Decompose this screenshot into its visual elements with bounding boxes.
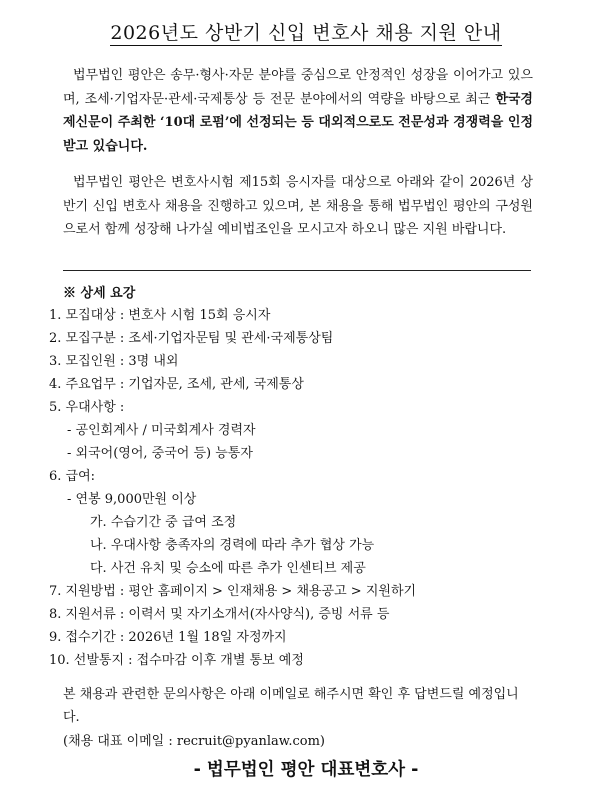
detail-item-salary: 6. 급여: — [49, 469, 96, 484]
section-divider — [63, 270, 531, 271]
intro-paragraph-1 — [63, 64, 533, 158]
detail-item-division: 2. 모집구분 : 조세·기업자문팀 및 관세·국제통상팀 — [49, 331, 334, 346]
intro-paragraph-2 — [63, 171, 533, 242]
document-title-text: 2026년도 상반기 신입 변호사 채용 지원 안내 — [110, 22, 502, 44]
signature-line: - 법무법인 평안 대표변호사 - — [193, 760, 419, 780]
details-heading: ※ 상세 요강 — [63, 286, 136, 301]
preference-language: - 외국어(영어, 중국어 등) 능통자 — [67, 446, 253, 461]
salary-annual: - 연봉 9,000만원 이상 — [67, 492, 197, 507]
inquiry-text-body: 본 채용과 관련한 문의사항은 아래 이메일로 해주시면 확인 후 답변드릴 예정입니다. — [63, 687, 519, 725]
detail-item-target: 1. 모집대상 : 변호사 시험 15회 응시자 — [49, 308, 271, 323]
intro-paragraph-2-text: 법무법인 평안은 변호사시험 제15회 응시자를 대상으로 아래와 같이 2026년 상반기 신입 변호사 채용을 진행하고 있으며, 본 채용을 통해 법무법인 평안의 구성원으로서 함께 성장해 나가실 예비법조인을 모시고자 하오니 많은 지원 바랍니다. — [63, 175, 533, 237]
detail-item-notification: 10. 선발통지 : 접수마감 이후 개별 통보 예정 — [49, 653, 304, 668]
detail-item-method: 7. 지원방법 : 평안 홈페이지 > 인재채용 > 채용공고 > 지원하기 — [49, 584, 417, 599]
document-title — [0, 18, 612, 45]
intro-paragraph-1-text: 법무법인 평안은 송무·형사·자문 분야를 중심으로 안정적인 성장을 이어가고 있으며, 조세·기업자문·관세·국제통상 등 전문 분야에서의 역량을 바탕으로 최근 — [63, 68, 533, 107]
intro-paragraph-1-bold: 한국경제신문이 주최한 ‘10대 로펌’에 선정되는 등 대외적으로도 전문성과 경쟁력을 인정받고 있습니다. — [63, 91, 533, 154]
inquiry-text — [63, 683, 533, 729]
preference-cpa: - 공인회계사 / 미국회계사 경력자 — [67, 423, 256, 438]
detail-item-duties: 4. 주요업무 : 기업자문, 조세, 관세, 국제통상 — [49, 377, 304, 392]
detail-item-headcount: 3. 모집인원 : 3명 내외 — [49, 354, 179, 369]
salary-note-negotiation: 나. 우대사항 충족자의 경력에 따라 추가 협상 가능 — [90, 538, 375, 553]
detail-item-documents: 8. 지원서류 : 이력서 및 자기소개서(자사양식), 증빙 서류 등 — [49, 607, 390, 622]
detail-item-deadline: 9. 접수기간 : 2026년 1월 18일 자정까지 — [49, 630, 287, 645]
detail-item-preference: 5. 우대사항 : — [49, 400, 125, 415]
salary-note-probation: 가. 수습기간 중 급여 조정 — [90, 515, 237, 530]
inquiry-email-line: (채용 대표 이메일 : recruit@pyanlaw.com) — [63, 734, 325, 749]
salary-note-incentive: 다. 사건 유치 및 승소에 따른 추가 인센티브 제공 — [90, 561, 366, 576]
